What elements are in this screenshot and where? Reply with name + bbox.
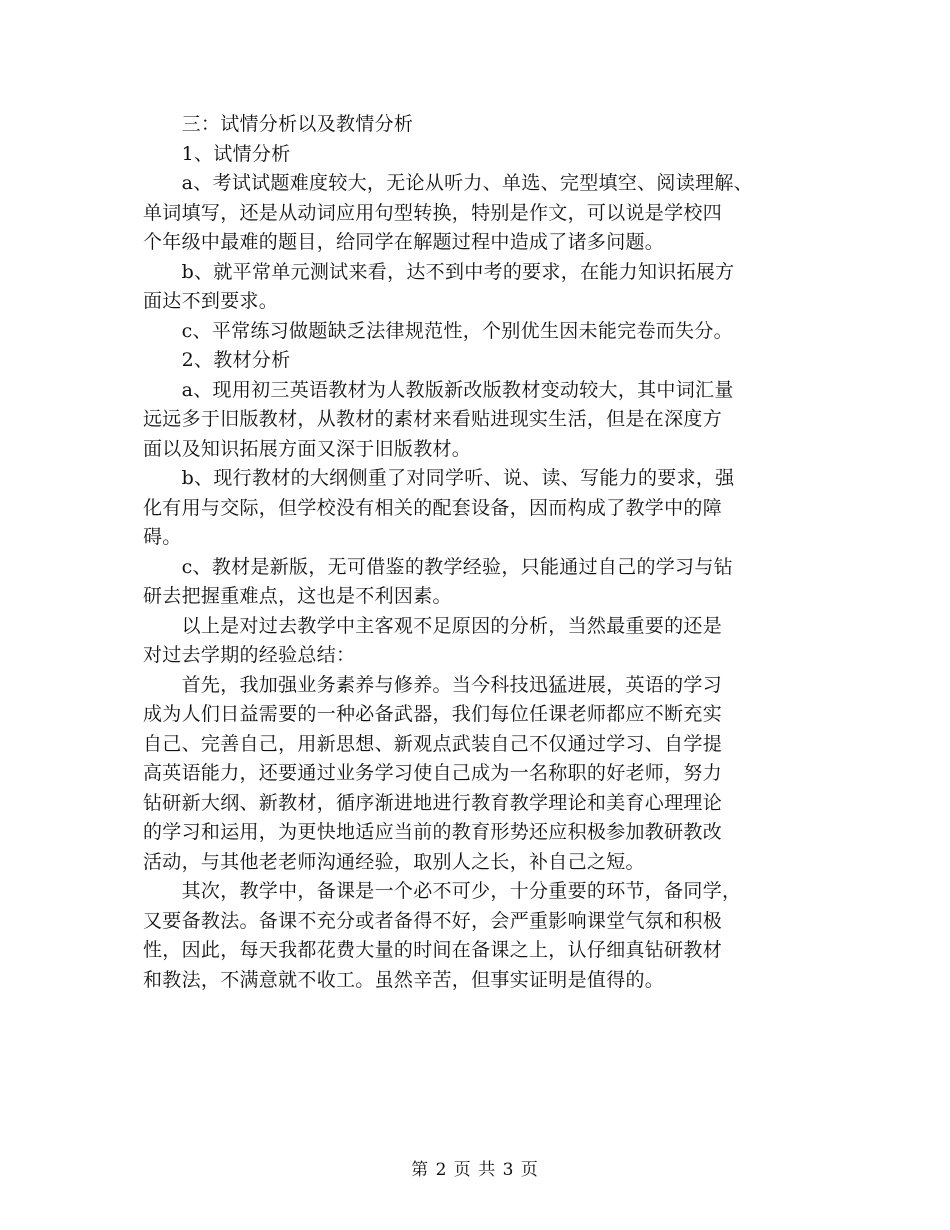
text-line: 三：试情分析以及教情分析 xyxy=(143,113,414,135)
text-line: 2、教材分析 xyxy=(143,349,291,371)
body-text xyxy=(143,110,823,995)
text-line: 性，因此，每天我都花费大量的时间在备课之上，认仔细真钻研教材 xyxy=(143,939,723,961)
text-line: b、就平常单元测试来看，达不到中考的要求，在能力知识拓展方 xyxy=(143,260,735,283)
page-number-footer: 第 2 页 共 3 页 xyxy=(411,1160,539,1180)
text-line: 面达不到要求。 xyxy=(143,290,279,312)
text-line: 个年级中最难的题目，给同学在解题过程中造成了诸多问题。 xyxy=(143,231,665,253)
text-line: 自己、完善自己，用新思想、新观点武装自己不仅通过学习、自学提 xyxy=(143,732,723,755)
text-line: 以上是对过去教学中主客观不足原因的分析，当然最重要的还是 xyxy=(143,614,723,637)
text-line: 面以及知识拓展方面又深于旧版教材。 xyxy=(143,437,472,460)
text-line: 研去把握重难点，这也是不利因素。 xyxy=(143,585,452,607)
text-line: 碍。 xyxy=(143,526,182,548)
text-line: 的学习和运用，为更快地适应当前的教育形势还应积极参加教研教改 xyxy=(143,821,723,843)
text-line: a、现用初三英语教材为人教版新改版教材变动较大，其中词汇量 xyxy=(143,378,734,401)
text-line: 和教法，不满意就不收工。虽然辛苦，但事实证明是值得的。 xyxy=(143,968,665,991)
text-line: 成为人们日益需要的一种必备武器，我们每位任课老师都应不断充实 xyxy=(143,703,723,725)
text-line: 单词填写，还是从动词应用句型转换，特别是作文，可以说是学校四 xyxy=(143,201,723,224)
text-line: 化有用与交际，但学校没有相关的配套设备，因而构成了教学中的障 xyxy=(143,496,723,519)
text-line: 活动，与其他老老师沟通经验，取别人之长，补自己之短。 xyxy=(143,850,645,873)
text-line: 高英语能力，还要通过业务学习使自己成为一名称职的好老师，努力 xyxy=(143,762,723,784)
text-line: 1、试情分析 xyxy=(143,142,291,165)
text-line: 其次，教学中，备课是一个必不可少，十分重要的环节，备同学， xyxy=(143,880,742,902)
text-line: 又要备教法。备课不充分或者备得不好，会严重影响课堂气氛和积极 xyxy=(143,909,723,932)
text-line: 对过去学期的经验总结： xyxy=(143,644,356,666)
text-line: c、平常练习做题缺乏法律规范性，个别优生因未能完卷而失分。 xyxy=(143,319,733,342)
text-line: 远远多于旧版教材，从教材的素材来看贴进现实生活，但是在深度方 xyxy=(143,408,723,430)
text-line: b、现行教材的大纲侧重了对同学听、说、读、写能力的要求，强 xyxy=(143,467,735,489)
text-line: c、教材是新版，无可借鉴的教学经验，只能通过自己的学习与钻 xyxy=(143,555,733,578)
text-line: a、考试试题难度较大，无论从听力、单选、完型填空、阅读理解、 xyxy=(143,172,753,194)
text-line: 钻研新大纲、新教材，循序渐进地进行教育教学理论和美育心理理论 xyxy=(143,791,723,814)
text-line: 首先，我加强业务素养与修养。当今科技迅猛进展，英语的学习 xyxy=(143,673,723,696)
